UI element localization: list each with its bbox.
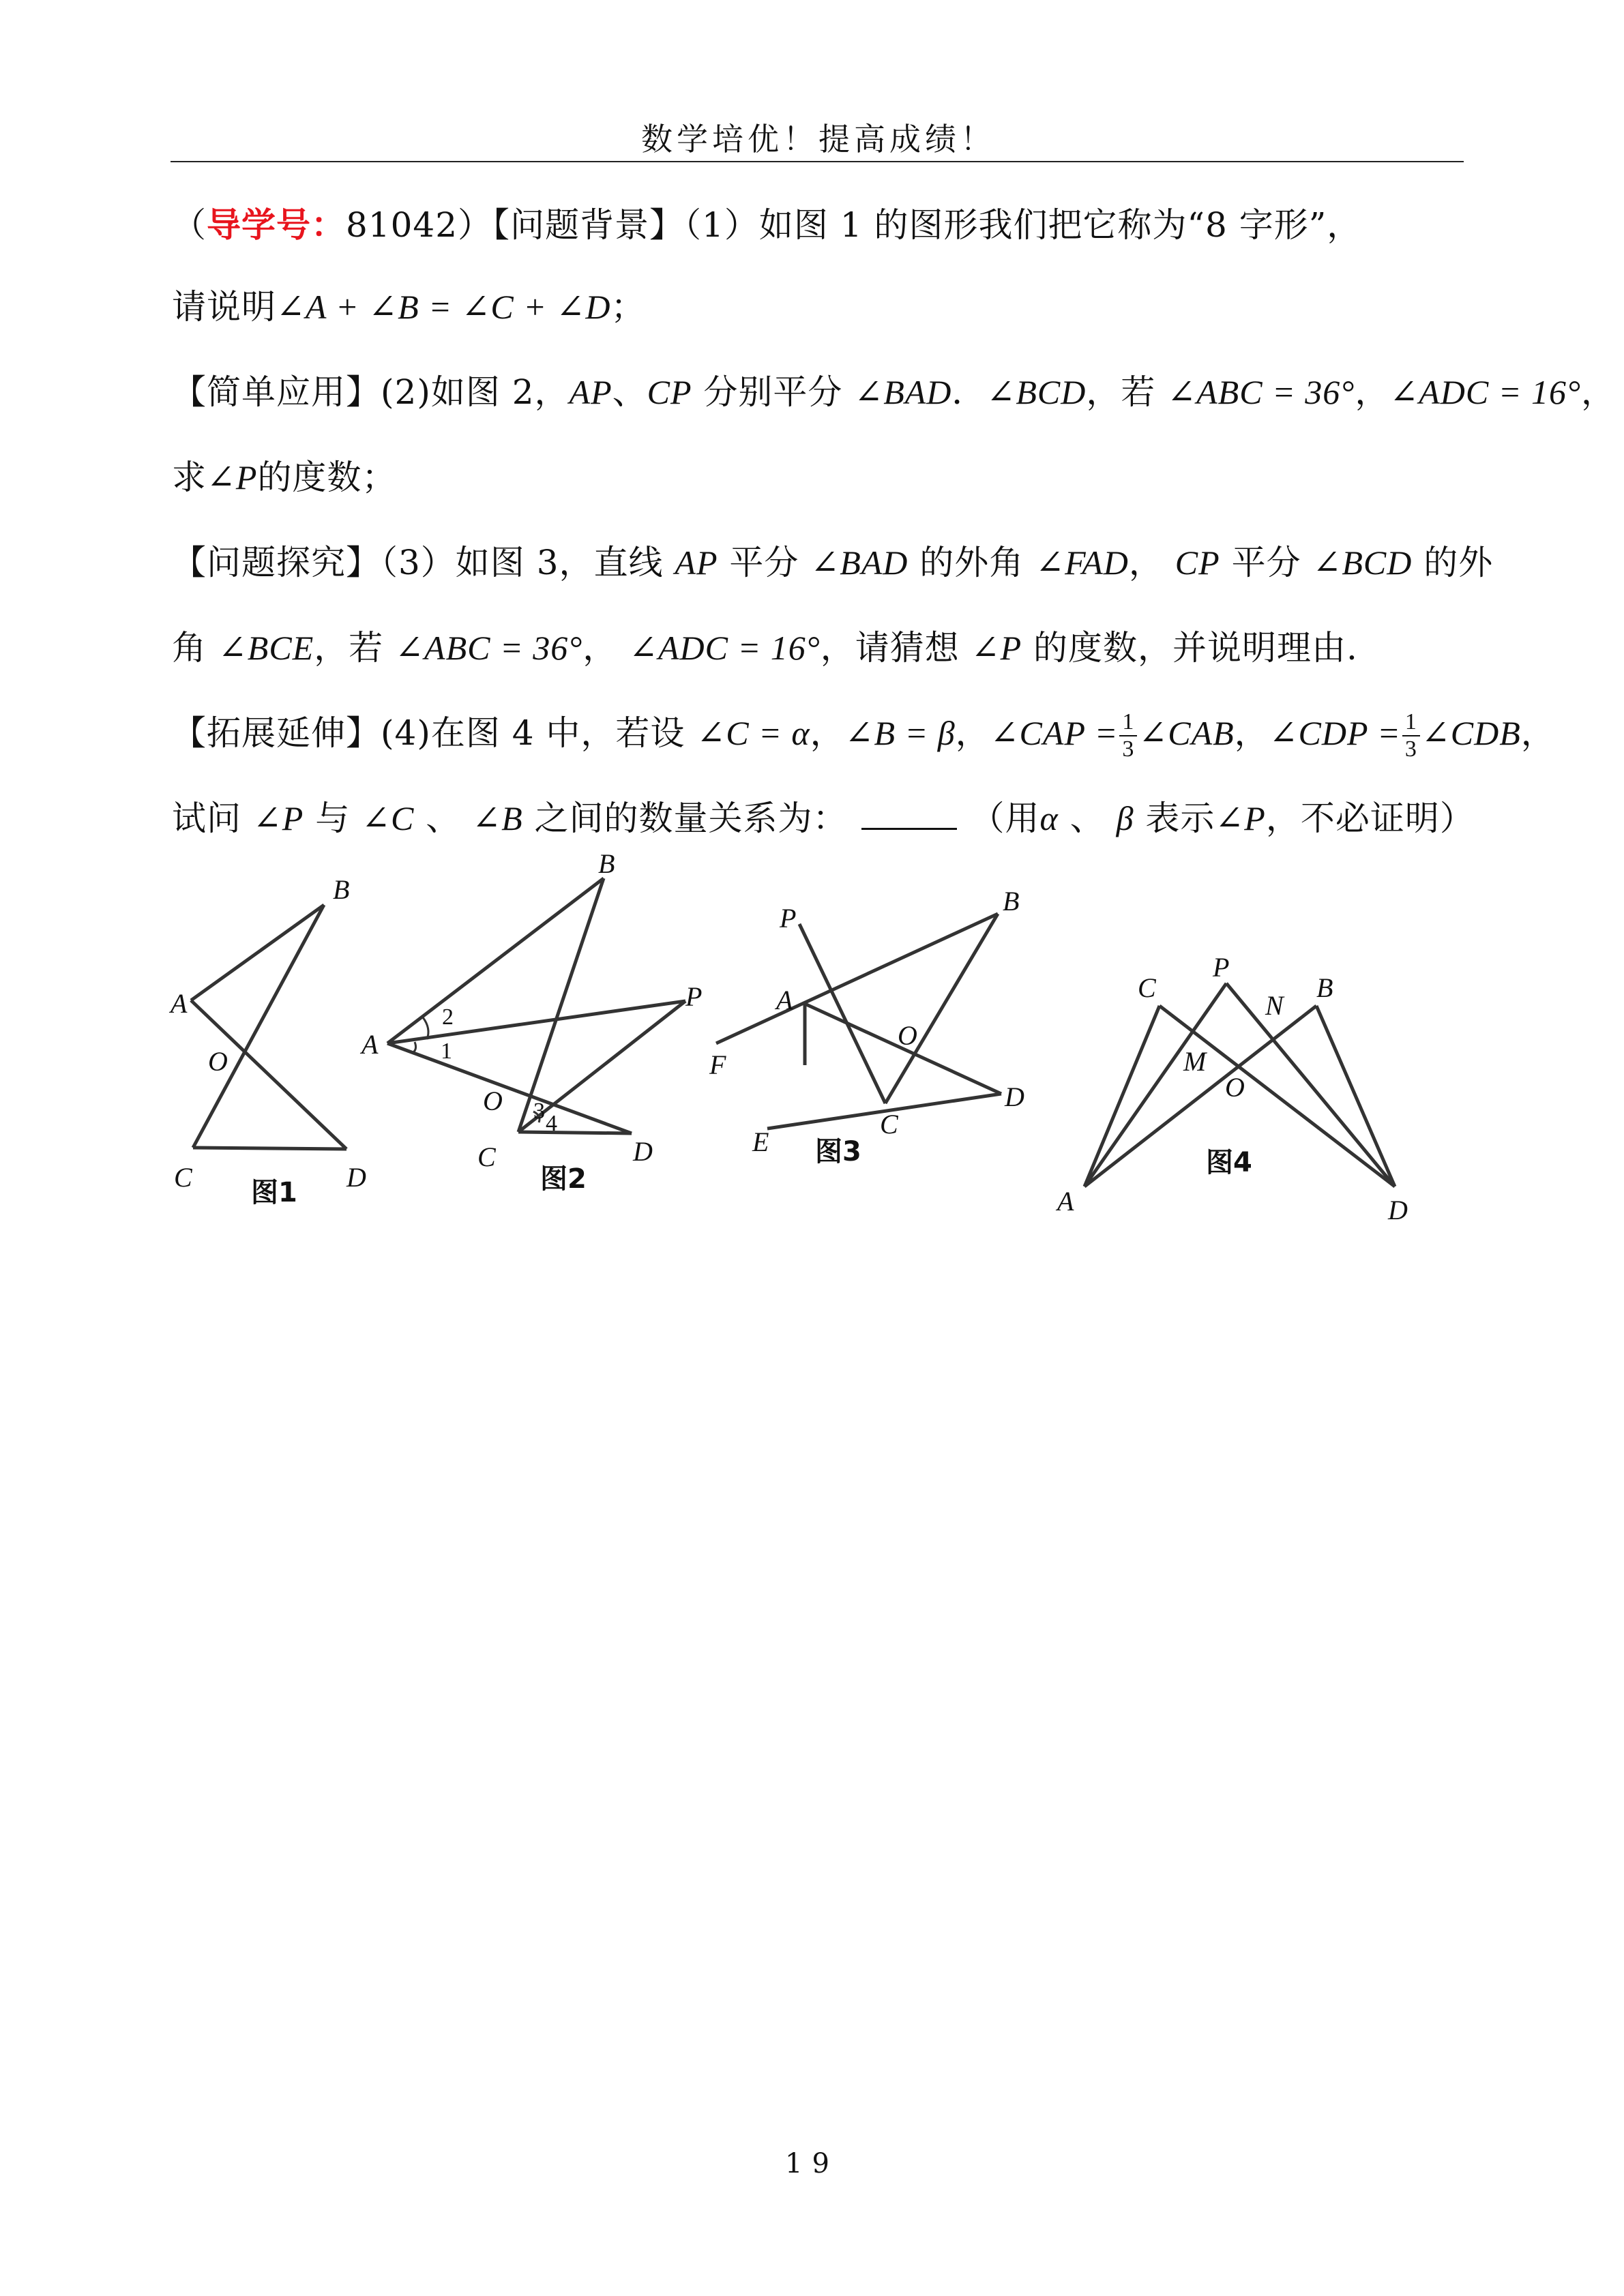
- text: 、: [1058, 799, 1117, 838]
- text: 的外角: [908, 543, 1036, 582]
- fig4-label-d: D: [1388, 1195, 1408, 1225]
- text: ，请猜想: [820, 628, 971, 668]
- angle-abc-value: ∠ABC = 36°: [395, 629, 583, 667]
- angle-c: ∠C: [361, 799, 415, 837]
- fig2-angle-2: 2: [442, 1004, 454, 1030]
- angle-p: ∠P: [207, 458, 258, 496]
- problem-line-4: [172, 450, 396, 499]
- text: ，若: [314, 628, 396, 668]
- fig2-label-p: P: [685, 981, 703, 1012]
- fig3-label-f: F: [709, 1049, 726, 1080]
- fig3-label-c: C: [880, 1109, 898, 1139]
- text: 表示: [1134, 799, 1215, 838]
- text: ，: [955, 713, 990, 753]
- text: ，: [1520, 713, 1556, 753]
- beta-symbol: β: [1116, 799, 1134, 837]
- fig3-label-a: A: [776, 985, 793, 1015]
- fig3-label-d: D: [1005, 1082, 1024, 1112]
- problem-line-2: [172, 280, 645, 329]
- text: 求: [172, 458, 207, 497]
- angle-abc-value: ∠ABC = 36°: [1167, 373, 1355, 411]
- fig1-label-o: O: [208, 1046, 228, 1077]
- fig4-label-c: C: [1138, 972, 1156, 1003]
- fig3-label-o: O: [898, 1020, 917, 1051]
- fig1-caption: 图1: [251, 1177, 297, 1208]
- fig4-label-m: M: [1183, 1046, 1207, 1077]
- fig2-label-d: D: [633, 1136, 653, 1167]
- open-paren: （: [172, 205, 207, 245]
- text: 角: [172, 628, 218, 668]
- fraction-numerator: 1: [1402, 709, 1420, 736]
- text: 与: [304, 799, 362, 838]
- fig1-label-c: C: [174, 1162, 192, 1193]
- angle-bcd: ∠BCD: [1312, 543, 1413, 582]
- text: ，不必证明）: [1265, 799, 1475, 838]
- angle-bcd: ∠BCD: [986, 373, 1087, 411]
- intro-text: 81042）【问题背景】（1）如图 1 的图形我们把它称为“8 字形”，: [346, 205, 1362, 245]
- angle-b: ∠B: [472, 799, 523, 837]
- section-simple-application: 【简单应用】(2)如图 2，: [172, 372, 570, 412]
- problem-line-6: [172, 621, 1358, 670]
- text: 平分: [1220, 543, 1313, 582]
- text: ，: [1234, 713, 1269, 753]
- angle-adc-value: ∠ADC = 16°: [1389, 373, 1581, 411]
- text: 、: [414, 799, 473, 838]
- fig2-angle-4: 4: [546, 1111, 557, 1136]
- fig2-angle-1: 1: [441, 1039, 452, 1064]
- header-divider: [171, 161, 1464, 162]
- problem-line-1: [172, 198, 1361, 247]
- sep: ，: [1580, 372, 1616, 412]
- page-header: 数学培优！提高成绩！: [641, 121, 996, 158]
- fig2-label-c: C: [477, 1142, 496, 1172]
- fig2-label-a: A: [361, 1029, 379, 1060]
- fraction-one-third: [1119, 709, 1137, 762]
- angle-bad: ∠BAD: [854, 373, 952, 411]
- section-extension: 【拓展延伸】(4)在图 4 中，若设: [172, 713, 697, 753]
- fig4-label-o: O: [1225, 1072, 1245, 1103]
- figures-row: [0, 846, 1624, 1227]
- text: ，: [1128, 543, 1175, 582]
- fraction-denominator: 3: [1404, 736, 1417, 762]
- fig2-label-o: O: [483, 1086, 503, 1116]
- angle-p: ∠P: [1215, 799, 1266, 837]
- angle-cap: ∠CAP =: [990, 714, 1119, 752]
- fig2-caption: 图2: [540, 1163, 587, 1195]
- angle-cab: ∠CAB: [1138, 714, 1235, 752]
- problem-line-8: [172, 791, 1475, 840]
- fig3-label-b: B: [1003, 886, 1020, 916]
- prompt-text: 请说明: [172, 287, 276, 327]
- angle-fad: ∠FAD: [1035, 543, 1129, 582]
- figure-2: [387, 878, 685, 1133]
- text: 的外: [1412, 543, 1494, 582]
- segment-cp: CP: [647, 373, 692, 411]
- fig4-label-a: A: [1057, 1186, 1074, 1217]
- fig2-angle-3: 3: [533, 1099, 545, 1124]
- sep: ．: [951, 372, 987, 412]
- segment-ap: AP: [675, 543, 718, 582]
- text: ，: [582, 628, 630, 668]
- angle-b-beta: ∠B = β: [844, 714, 956, 752]
- fraction-numerator: 1: [1119, 709, 1137, 736]
- problem-line-7: [172, 706, 1556, 762]
- alpha-symbol: α: [1039, 799, 1059, 837]
- sep: 、: [612, 372, 647, 412]
- fraction-one-third: [1402, 709, 1420, 762]
- section-problem-exploration: 【问题探究】（3）如图 3，直线: [172, 543, 675, 582]
- angle-cdp: ∠CDP =: [1269, 714, 1401, 752]
- problem-line-3: [172, 365, 1616, 414]
- guide-number-tag: 导学号：: [207, 205, 346, 245]
- text: （用: [970, 799, 1040, 838]
- angle-bce: ∠BCE: [218, 629, 314, 667]
- text: 试问: [172, 799, 253, 838]
- angle-bad: ∠BAD: [810, 543, 909, 582]
- angle-c-alpha: ∠C = α: [696, 714, 810, 752]
- figure-1: [191, 905, 346, 1149]
- angle-cdb: ∠CDB: [1421, 714, 1521, 752]
- fig3-caption: 图3: [815, 1136, 861, 1167]
- text: 之间的数量关系为：: [522, 799, 848, 838]
- fig1-label-b: B: [333, 874, 350, 905]
- punct: ；: [610, 287, 646, 327]
- fig4-caption: 图4: [1206, 1147, 1252, 1178]
- fig4-label-n: N: [1265, 990, 1284, 1021]
- text: 平分: [718, 543, 811, 582]
- text: ，若: [1086, 372, 1168, 412]
- fig1-label-a: A: [171, 988, 188, 1019]
- figure-3: [716, 914, 1001, 1129]
- fig4-label-b: B: [1316, 972, 1333, 1003]
- text: ，: [810, 713, 845, 753]
- sep: ，: [1355, 372, 1390, 412]
- angle-adc-value: ∠ADC = 16°: [629, 629, 821, 667]
- text: 的度数；: [257, 458, 397, 497]
- answer-blank[interactable]: [861, 798, 957, 830]
- angle-p: ∠P: [971, 629, 1022, 667]
- fig3-label-e: E: [752, 1127, 769, 1157]
- segment-cp: CP: [1175, 543, 1220, 582]
- equation: ∠A + ∠B = ∠C + ∠D: [276, 288, 611, 326]
- text: 分别平分: [692, 372, 855, 412]
- fraction-denominator: 3: [1122, 736, 1135, 762]
- page-number: 19: [785, 2148, 839, 2179]
- fig3-label-p: P: [780, 903, 797, 934]
- fig4-label-p: P: [1213, 952, 1230, 983]
- text: 的度数，并说明理由.: [1022, 628, 1358, 668]
- problem-line-5: [172, 535, 1493, 584]
- fig1-label-d: D: [346, 1162, 366, 1193]
- angle-p: ∠P: [252, 799, 304, 837]
- segment-ap: AP: [569, 373, 612, 411]
- fig2-label-b: B: [598, 848, 615, 879]
